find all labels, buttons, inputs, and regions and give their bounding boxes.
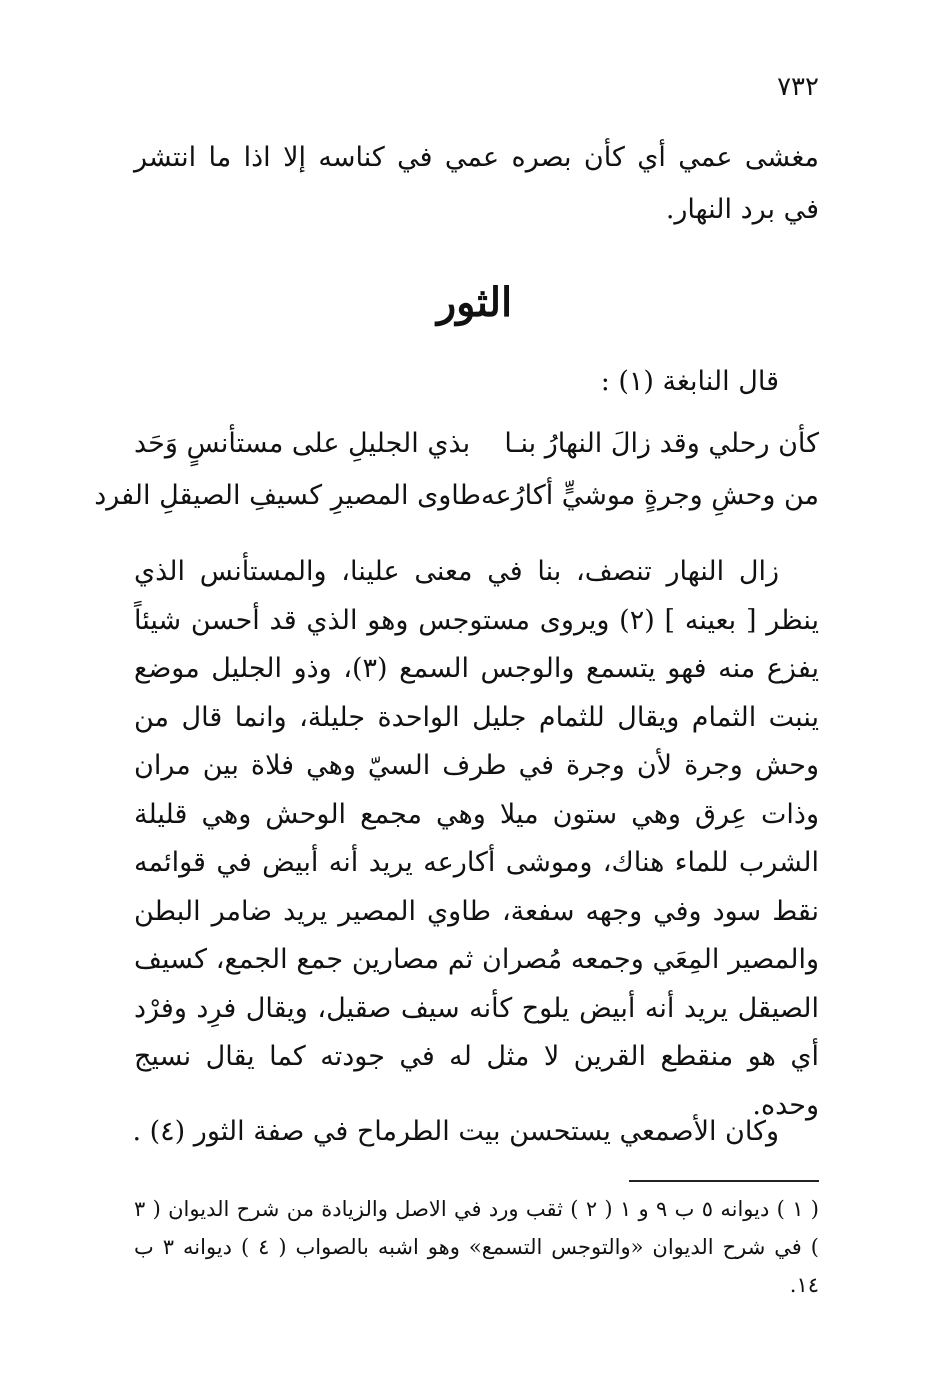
poet-attribution: قال النابغة (١) : — [600, 366, 779, 397]
intro-paragraph: مغشى عمي أي كأن بصره عمي في كناسه إلا اذا ما انتشر في برد النهار. — [134, 142, 819, 225]
verse-first-hemistich: من وحشِ وجرةٍ موشيٍّ أكارُعه — [480, 480, 819, 511]
verse-line — [94, 470, 819, 522]
footnote-divider — [629, 1180, 819, 1182]
poem-verses — [94, 418, 819, 522]
verse-line — [134, 418, 819, 470]
section-title: الثور — [436, 279, 513, 326]
commentary-paragraph: زال النهار تنصف، بنا في معنى علينا، والمستأنس الذي ينظر [ بعينه ] (٢) ويروى مستوجس وهو الذي قد أحسن شيئاً يفزع منه فهو يتسمع والوجس السمع (٣)، وذو الجليل موضع ينبت الثمام ويقال للثمام جليل الواحدة جليلة، وانما قال من وحش وجرة لأن وجرة في طرف السيّ وهي فلاة بين مران وذات عِرق وهي ستون ميلا وهي مجمع الوحش وهي قليلة الشرب للماء هناك، وموشى أكارعه يريد أنه أبيض في قوائمه نقط سود وفي وجهه سفعة، طاوي المصير يريد ضامر البطن والمصير المِعَي وجمعه مُصران ثم مصارين جمع الجمع، كسيف الصيقل يريد أنه أبيض يلوح كأنه سيف صقيل، ويقال فرِد وفرْد أي هو منقطع القرين لا مثل له في جودته كما يقال نسيج وحده. — [134, 556, 819, 1121]
verse-second-hemistich: طاوى المصيرِ كسيفِ الصيقلِ الفرد — [94, 480, 481, 511]
footnotes: ( ١ ) ديوانه ٥ ب ٩ و ١ ( ٢ ) ثقب ورد في الاصل والزيادة من شرح الديوان ( ٣ ) في شرح الديوان «والتوجس التسمع» وهو اشبه بالصواب ( ٤ ) ديوانه ٣ ب ١٤. — [134, 1197, 820, 1297]
verse-second-hemistich: بذي الجليلِ على مستأنسٍ وَحَد — [134, 428, 471, 459]
page-number: ٧٣٢ — [777, 72, 819, 102]
closing-line: وكان الأصمعي يستحسن بيت الطرماح في صفة الثور (٤) . — [132, 1116, 779, 1147]
verse-first-hemistich: كأن رحلي وقد زالَ النهارُ بنـا — [504, 428, 819, 459]
